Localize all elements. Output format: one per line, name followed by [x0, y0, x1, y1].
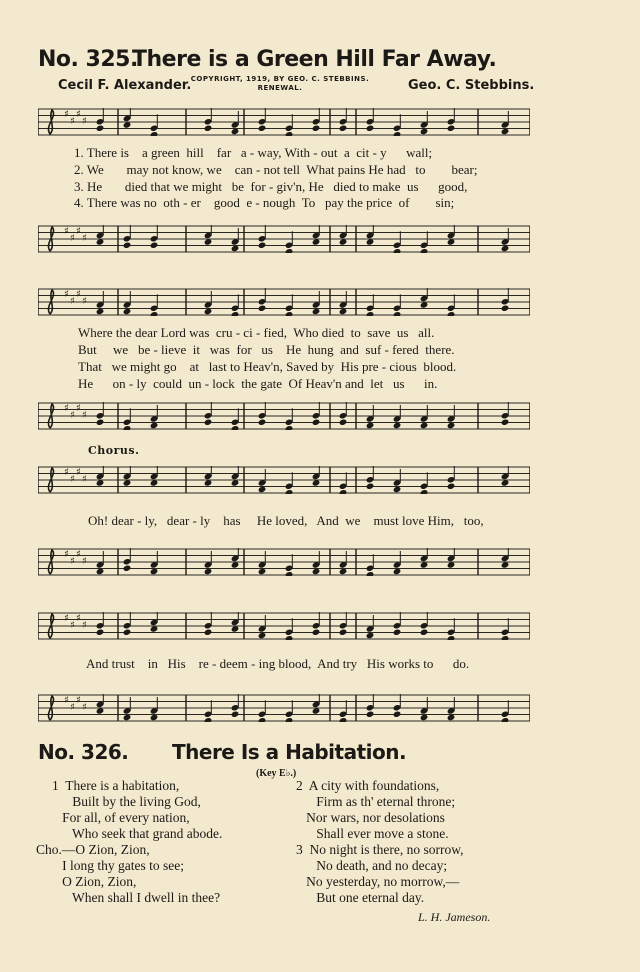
staff-treble: [38, 288, 530, 316]
note-head: [285, 425, 294, 430]
sharp-icon: ♯: [64, 403, 69, 414]
note-head: [447, 125, 456, 132]
staff-bass: [38, 548, 530, 576]
sharp-icon: ♯: [70, 620, 75, 631]
note-head: [231, 311, 240, 316]
staff-bass: [38, 225, 530, 253]
sharp-icon: ♯: [64, 467, 69, 478]
text-line: No death, and no decay;: [296, 858, 448, 873]
sharp-icon: ♯: [76, 613, 81, 624]
note-head: [258, 419, 267, 426]
note-head: [366, 711, 375, 718]
hymn-325-music-by: Geo. C. Stebbins.: [408, 78, 535, 93]
note-head: [285, 571, 294, 576]
text-line: Shall ever move a stone.: [296, 826, 449, 841]
note-head: [339, 717, 348, 722]
note-head: [123, 565, 132, 572]
note-head: [258, 305, 267, 312]
staff-bass: [38, 694, 530, 722]
sharp-icon: ♯: [76, 109, 81, 120]
note-head: [339, 419, 348, 426]
text-line: Who seek that grand abode.: [52, 826, 223, 841]
sharp-icon: ♯: [70, 702, 75, 713]
chorus-lyric-line: And trust in His re - deem - ing blood, And try His works to do.: [86, 656, 470, 671]
note-head: [258, 717, 267, 722]
note-head: [285, 489, 294, 494]
staff-treble: [38, 612, 530, 640]
sharp-icon: ♯: [82, 556, 87, 567]
copyright-line-1: COPYRIGHT, 1919, BY GEO. C. STEBBINS.: [190, 75, 370, 83]
sharp-icon: ♯: [82, 410, 87, 421]
chorus-lyric-line: Oh! dear - ly, dear - ly has He loved, And we must love Him, too,: [88, 513, 484, 528]
sharp-icon: ♯: [64, 109, 69, 120]
note-head: [501, 717, 510, 722]
sharp-icon: ♯: [64, 549, 69, 560]
note-head: [339, 629, 348, 636]
hymn-325-copyright: [190, 75, 370, 93]
sharp-icon: ♯: [70, 474, 75, 485]
text-line: 1 There is a habitation,: [52, 778, 180, 793]
text-line: Firm as th' eternal throne;: [296, 794, 456, 809]
note-head: [339, 125, 348, 132]
verse-line: He on - ly could un - lock the gate Of Heav'n and let us in.: [78, 376, 438, 391]
verse-line: 4. There was no oth - er good e - nough To pay the price of sin;: [74, 195, 455, 210]
staff-treble: [38, 108, 530, 136]
note-head: [393, 711, 402, 718]
text-line: For all, of every nation,: [52, 810, 190, 825]
text-line: Nor wars, nor desolations: [296, 810, 445, 825]
note-head: [420, 248, 429, 253]
copyright-line-2: RENEWAL.: [257, 84, 303, 92]
sharp-icon: ♯: [82, 233, 87, 244]
note-head: [312, 125, 321, 132]
verse-line: Where the dear Lord was cru - ci - fied, Who died to save us all.: [78, 325, 435, 340]
note-head: [285, 248, 294, 253]
note-head: [393, 311, 402, 316]
hymn-326-author: L. H. Jameson.: [418, 910, 491, 924]
text-line: O Zion, Zion,: [52, 874, 137, 889]
sharp-icon: ♯: [82, 116, 87, 127]
note-head: [366, 311, 375, 316]
text-line: But one eternal day.: [296, 890, 425, 905]
sharp-icon: ♯: [64, 695, 69, 706]
note-head: [447, 311, 456, 316]
key-signature-note: (Key E♭.): [256, 768, 297, 779]
note-head: [204, 419, 213, 426]
text-line: 2 A city with foundations,: [296, 778, 440, 793]
note-head: [501, 635, 510, 640]
verse-line: That we might go at last to Heav'n, Saved by His pre - cious blood.: [78, 359, 457, 374]
note-head: [501, 419, 510, 426]
note-head: [96, 125, 105, 132]
text-line: When shall I dwell in thee?: [52, 890, 221, 905]
note-head: [366, 125, 375, 132]
note-head: [285, 635, 294, 640]
note-head: [447, 483, 456, 490]
note-head: [204, 629, 213, 636]
sharp-icon: ♯: [82, 702, 87, 713]
text-line: No yesterday, no morrow,—: [296, 874, 460, 889]
sharp-icon: ♯: [70, 233, 75, 244]
note-head: [258, 242, 267, 249]
note-head: [447, 635, 456, 640]
note-head: [420, 629, 429, 636]
note-head: [366, 571, 375, 576]
hymn-325-title: There is a Green Hill Far Away.: [132, 47, 497, 72]
note-head: [150, 131, 159, 136]
note-head: [366, 483, 375, 490]
text-line: Built by the living God,: [52, 794, 201, 809]
hymn-326-title: There Is a Habitation.: [172, 740, 407, 764]
note-head: [204, 717, 213, 722]
note-head: [123, 629, 132, 636]
note-head: [285, 131, 294, 136]
note-head: [231, 711, 240, 718]
sharp-icon: ♯: [76, 289, 81, 300]
sharp-icon: ♯: [70, 556, 75, 567]
note-head: [420, 489, 429, 494]
note-head: [501, 305, 510, 312]
verse-line: 1. There is a green hill far a - way, With - out a cit - y wall;: [74, 145, 433, 160]
note-head: [96, 419, 105, 426]
note-head: [150, 242, 159, 249]
sharp-icon: ♯: [82, 620, 87, 631]
note-head: [150, 311, 159, 316]
sharp-icon: ♯: [64, 613, 69, 624]
text-line: 3 No night is there, no sorrow,: [296, 842, 464, 857]
hymn-325-number: No. 325.: [38, 47, 138, 72]
sharp-icon: ♯: [76, 403, 81, 414]
sharp-icon: ♯: [70, 116, 75, 127]
note-head: [231, 425, 240, 430]
staff-bass: [38, 402, 530, 430]
sharp-icon: ♯: [64, 289, 69, 300]
sharp-icon: ♯: [76, 467, 81, 478]
sharp-icon: ♯: [70, 410, 75, 421]
sharp-icon: ♯: [76, 226, 81, 237]
note-head: [393, 629, 402, 636]
sharp-icon: ♯: [82, 296, 87, 307]
note-head: [312, 629, 321, 636]
note-head: [204, 125, 213, 132]
sharp-icon: ♯: [76, 549, 81, 560]
note-head: [123, 242, 132, 249]
note-head: [393, 248, 402, 253]
text-line: Cho.—O Zion, Zion,: [36, 842, 150, 857]
note-head: [285, 311, 294, 316]
verse-line: But we be - lieve it was for us He hung and suf - fered there.: [78, 342, 455, 357]
sharp-icon: ♯: [70, 296, 75, 307]
chorus-label: Chorus.: [88, 444, 140, 457]
sharp-icon: ♯: [82, 474, 87, 485]
hymn-325-words-by: Cecil F. Alexander.: [58, 78, 192, 93]
verse-line: 2. We may not know, we can - not tell What pains He had to bear;: [74, 162, 478, 177]
verse-line: 3. He died that we might be for - giv'n, He died to make us good,: [74, 179, 468, 194]
note-head: [285, 717, 294, 722]
text-line: I long thy gates to see;: [52, 858, 184, 873]
note-head: [258, 125, 267, 132]
note-head: [339, 489, 348, 494]
staff-treble: [38, 466, 530, 494]
note-head: [123, 425, 132, 430]
sharp-icon: ♯: [64, 226, 69, 237]
note-head: [393, 131, 402, 136]
note-head: [96, 629, 105, 636]
hymn-326-number: No. 326.: [38, 740, 129, 764]
sharp-icon: ♯: [76, 695, 81, 706]
note-head: [312, 419, 321, 426]
